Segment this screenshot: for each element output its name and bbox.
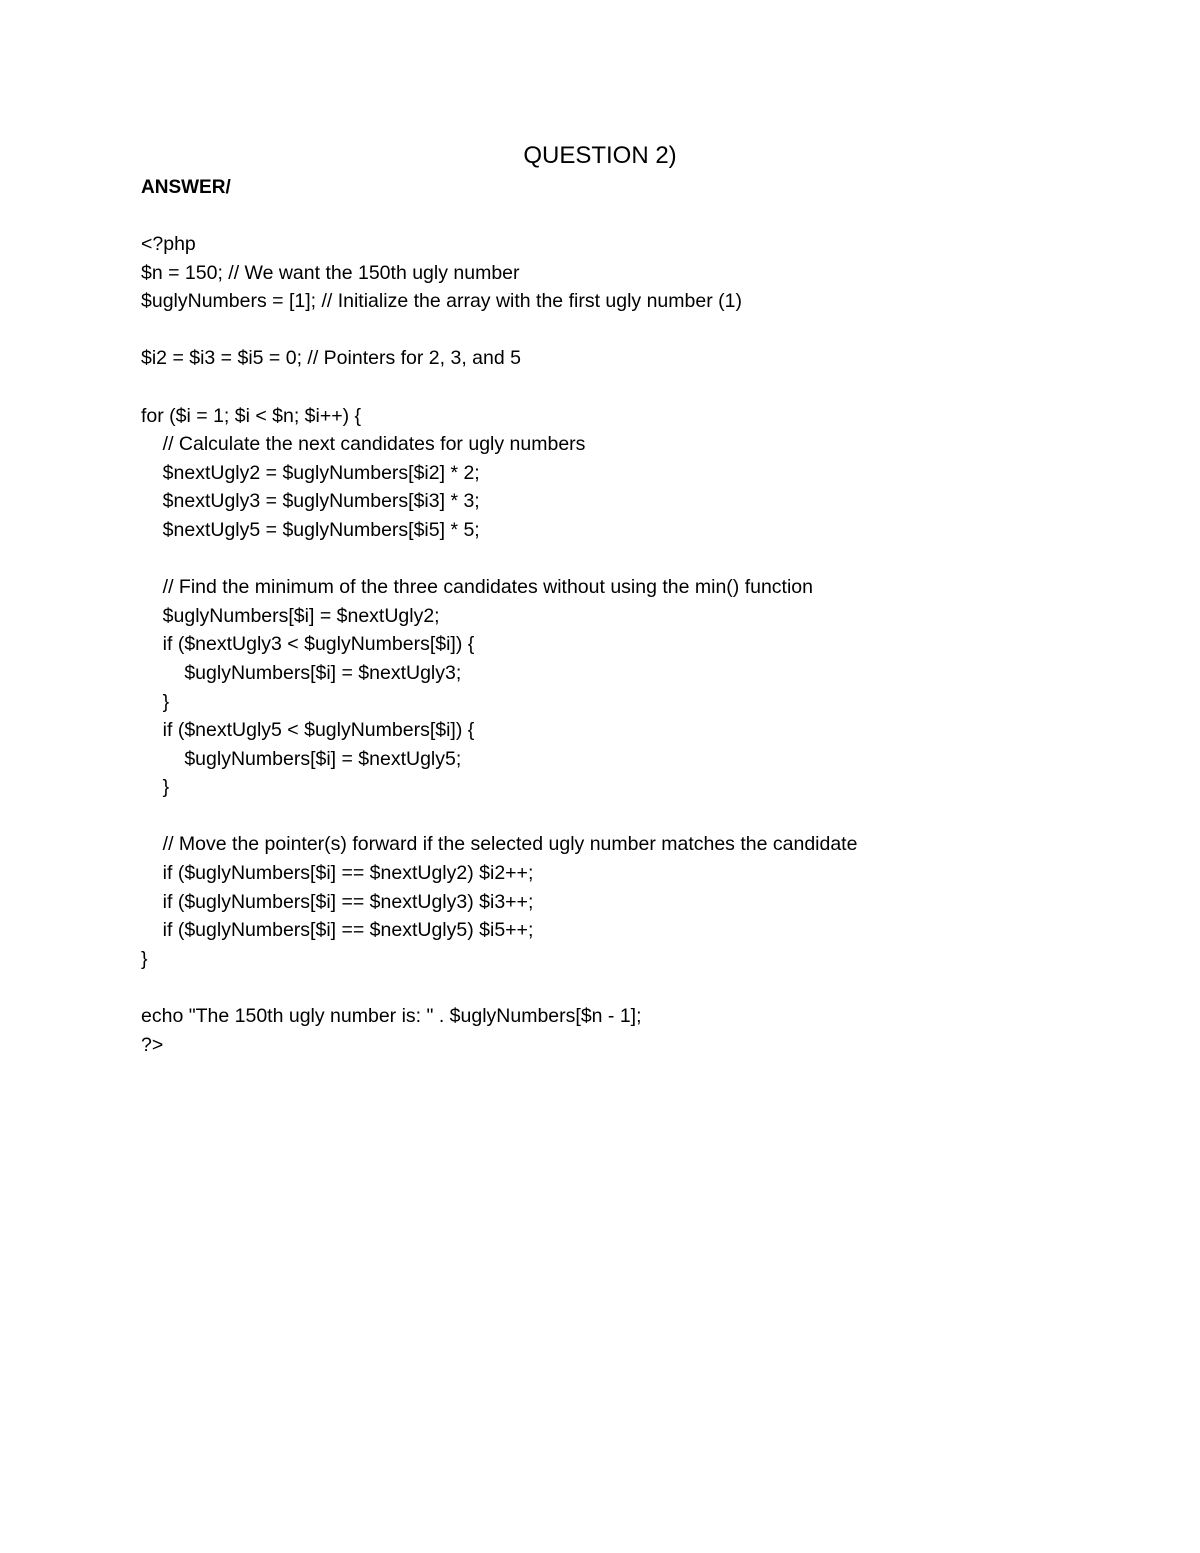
code-line: if ($nextUgly5 < $uglyNumbers[$i]) { xyxy=(141,719,475,742)
code-line: // Calculate the next candidates for ugly numbers xyxy=(141,433,586,456)
code-line: $nextUgly3 = $uglyNumbers[$i3] * 3; xyxy=(141,490,480,513)
code-line: $i2 = $i3 = $i5 = 0; // Pointers for 2, 3, and 5 xyxy=(141,347,521,370)
code-line: $uglyNumbers[$i] = $nextUgly5; xyxy=(141,747,462,770)
code-block xyxy=(141,230,857,1059)
page-title: QUESTION 2) xyxy=(523,142,677,169)
code-line xyxy=(141,316,857,345)
code-line: $uglyNumbers[$i] = $nextUgly3; xyxy=(141,661,462,684)
code-line: $uglyNumbers = [1]; // Initialize the array with the first ugly number (1) xyxy=(141,290,742,313)
code-line xyxy=(141,973,857,1002)
code-line: } xyxy=(141,776,170,799)
answer-label: ANSWER/ xyxy=(141,177,231,198)
code-line: <?php xyxy=(141,233,196,255)
code-line: $nextUgly2 = $uglyNumbers[$i2] * 2; xyxy=(141,461,480,484)
code-line: // Find the minimum of the three candidates without using the min() function xyxy=(141,576,813,599)
code-line: if ($nextUgly3 < $uglyNumbers[$i]) { xyxy=(141,633,475,656)
code-line: $uglyNumbers[$i] = $nextUgly2; xyxy=(141,604,440,627)
code-line: $nextUgly5 = $uglyNumbers[$i5] * 5; xyxy=(141,518,480,541)
code-line: if ($uglyNumbers[$i] == $nextUgly3) $i3++; xyxy=(141,890,534,913)
code-line: if ($uglyNumbers[$i] == $nextUgly5) $i5++; xyxy=(141,919,534,942)
code-line: if ($uglyNumbers[$i] == $nextUgly2) $i2++; xyxy=(141,862,534,885)
code-line: echo "The 150th ugly number is: " . $uglyNumbers[$n - 1]; xyxy=(141,1005,642,1028)
code-line: } xyxy=(141,947,148,970)
code-line: } xyxy=(141,690,170,713)
code-line: $n = 150; // We want the 150th ugly number xyxy=(141,261,520,284)
code-line xyxy=(141,373,857,402)
code-line xyxy=(141,802,857,831)
code-line: // Move the pointer(s) forward if the selected ugly number matches the candidate xyxy=(141,833,858,856)
code-line xyxy=(141,545,857,574)
code-line: for ($i = 1; $i < $n; $i++) { xyxy=(141,404,362,427)
code-line: ?> xyxy=(141,1033,164,1056)
